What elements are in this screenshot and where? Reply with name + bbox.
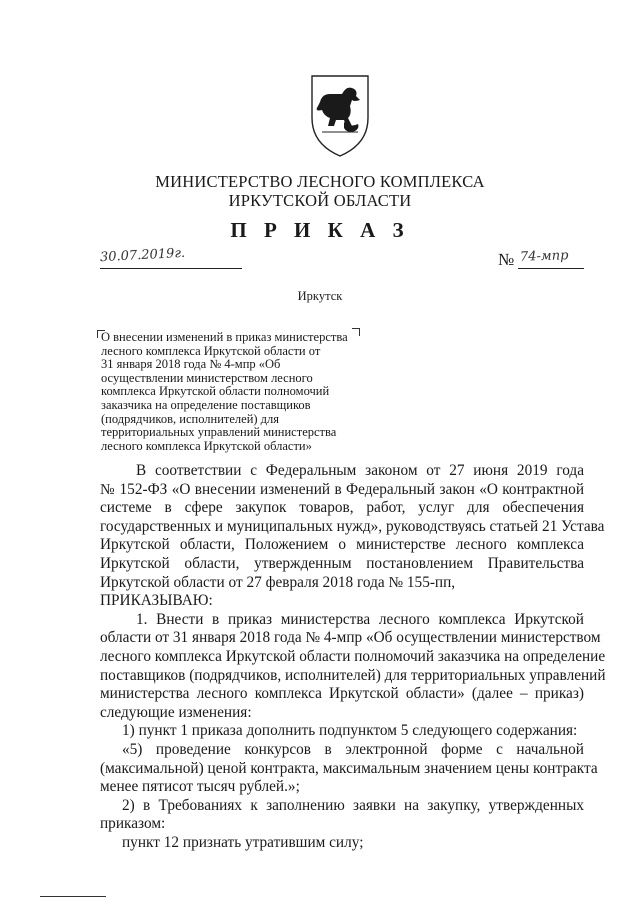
body-line: лесного комплекса Иркутской области полномочий заказчика на определение [100, 647, 606, 665]
date-field [99, 245, 242, 269]
ministry-name-line1: МИНИСТЕРСТВО ЛЕСНОГО КОМПЛЕКСА [155, 172, 485, 191]
body-line: следующие изменения: [100, 703, 252, 721]
body-line: системе в сфере закупок товаров, работ, услуг для обеспечения [100, 499, 584, 517]
body-line: пункт 12 признать утратившим силу; [122, 833, 364, 851]
body-line: Иркутской области от 27 февраля 2018 года № 155-пп, [100, 573, 456, 591]
body-line: Иркутской области, утвержденным постановлением Правительства [100, 554, 584, 572]
date-value: 30.07.2019г. [99, 245, 186, 266]
number-field [518, 250, 584, 269]
body-line: В соответствии с Федеральным законом от 27 июня 2019 года [136, 462, 584, 479]
ministry-name-line2: ИРКУТСКОЙ ОБЛАСТИ [228, 191, 412, 210]
body-line-order-word: ПРИКАЗЫВАЮ: [100, 592, 213, 610]
body-line: (максимальной) ценой контракта, максимальным значением цены контракта [100, 759, 598, 777]
subject-line: 31 января 2018 года № 4-мпр «Об [101, 357, 281, 372]
subject-line: территориальных управлений министерства [101, 425, 337, 440]
subject-line: лесного комплекса Иркутской области от [101, 343, 321, 358]
number-value: 74-мпр [519, 248, 569, 265]
subject-line: осуществлении министерством лесного [101, 370, 313, 385]
subject-block [101, 331, 366, 453]
body-line: государственных и муниципальных нужд», руководствуясь статьей 21 Устава [100, 517, 605, 535]
body-line: приказом: [100, 815, 166, 833]
subject-line: заказчика на определение поставщиков [101, 397, 311, 412]
city-name: Иркутск [297, 289, 343, 303]
subject-line: комплекса Иркутской области полномочий [101, 384, 330, 399]
body-line: 2) в Требованиях к заполнению заявки на закупку, утвержденных [122, 796, 584, 814]
coat-of-arms-emblem [300, 72, 380, 158]
body-line: 1) пункт 1 приказа дополнить подпунктом 5 следующего содержания: [122, 722, 578, 740]
body-line: «5) проведение конкурсов в электронной форме с начальной [122, 740, 584, 758]
document-type-title: П Р И К А З [230, 218, 410, 242]
body-line: № 152-ФЗ «О внесении изменений в Федеральный закон «О контрактной [100, 480, 584, 498]
subject-line: О внесении изменений в приказ министерства [101, 330, 348, 344]
subject-line: (подрядчиков, исполнителей) для [101, 411, 280, 426]
number-label: № [498, 250, 515, 269]
body-line: 1. Внести в приказ министерства лесного комплекса Иркутской [136, 610, 584, 628]
body-line: министерства лесного комплекса Иркутской области» (далее – приказ) [100, 685, 584, 703]
order-body-text [100, 462, 606, 852]
body-line: области от 31 января 2018 года № 4-мпр «Об осуществлении министерством [100, 629, 601, 647]
body-line: менее пятисот тысяч рублей.»; [100, 778, 300, 796]
subject-line: лесного комплекса Иркутской области» [101, 438, 312, 453]
body-line: поставщиков (подрядчиков, исполнителей) для территориальных управлений [100, 666, 606, 684]
footer-rule [40, 896, 106, 897]
body-line: Иркутской области, Положением о министерстве лесного комплекса [100, 536, 584, 554]
